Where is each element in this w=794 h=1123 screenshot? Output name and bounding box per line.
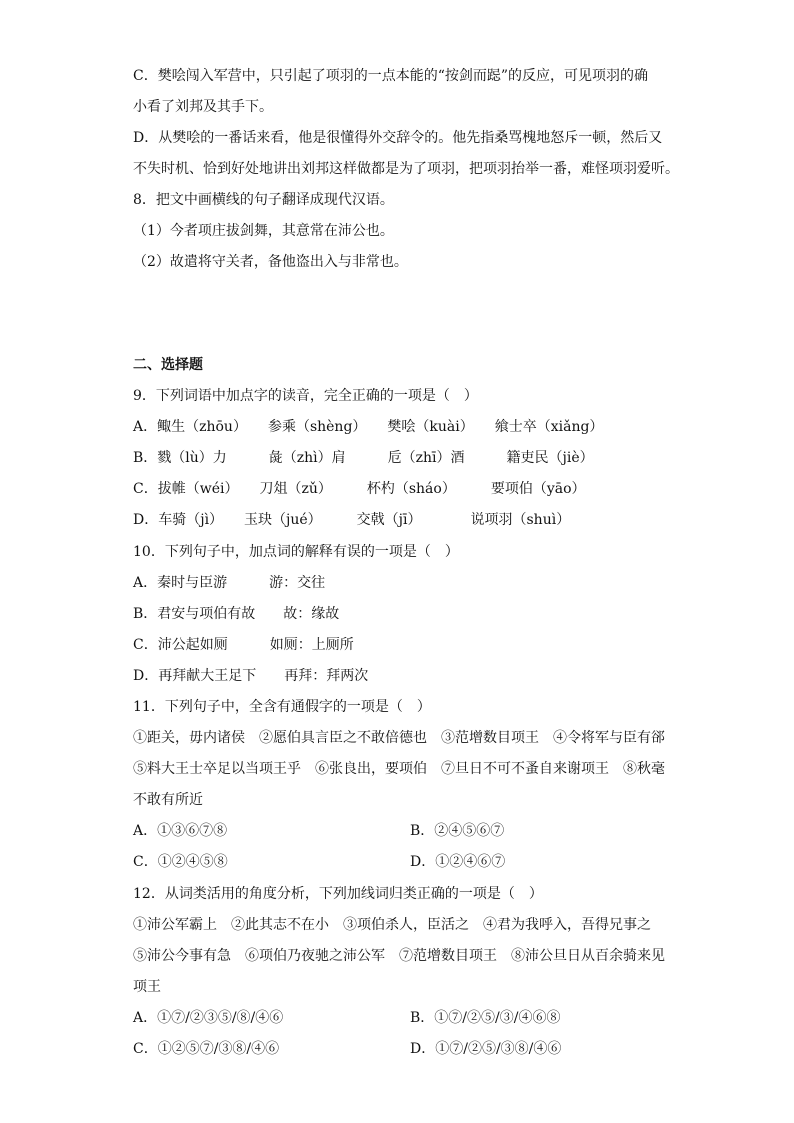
- q10-option-d: D．再拜献大王足下 再拜：拜两次: [133, 668, 369, 684]
- q12-stem: 12．从词类活用的角度分析，下列加线词归类正确的一项是（ ）: [133, 886, 543, 902]
- q11-option-a: A．①③⑥⑦⑧: [133, 823, 228, 839]
- q11-option-d: D．①②④⑥⑦: [410, 854, 506, 870]
- q12-items-line2: ⑤沛公今事有急 ⑥项伯乃夜驰之沛公军 ⑦范增数目项王 ⑧沛公旦日从百余骑来见: [133, 948, 665, 964]
- q12-option-c: C．①②⑤⑦/③⑧/④⑥: [133, 1041, 280, 1057]
- q8-stem: 8．把文中画横线的句子翻译成现代汉语。: [133, 192, 394, 208]
- q8-sentence-1: （1）今者项庄拔剑舞，其意常在沛公也。: [133, 223, 394, 239]
- q10-option-a: A．秦时与臣游 游：交往: [133, 575, 326, 591]
- q12-items-line3: 项王: [133, 979, 161, 995]
- q11-items-line2: ⑤料大王士卒足以当项王乎 ⑥张良出，要项伯 ⑦旦日不可不蚤自来谢项王 ⑧秋毫: [133, 761, 665, 777]
- q9-stem: 9．下列词语中加点字的读音，完全正确的一项是（ ）: [133, 388, 478, 404]
- q10-option-b: B．君安与项伯有故 故：缘故: [133, 606, 340, 622]
- q7-option-d-line2: 不失时机、恰到好处地讲出刘邦这样做都是为了项羽，把项羽抬举一番，难怪项羽爱听。: [133, 161, 679, 177]
- q8-sentence-2: （2）故遣将守关者，备他盗出入与非常也。: [133, 254, 408, 270]
- q9-option-c: C．拔帷（wéi） 刀俎（zǔ） 杯杓（sháo） 要项伯（yāo）: [133, 481, 586, 497]
- q9-option-b: B．戮（lù）力 彘（zhì）肩 卮（zhī）酒 籍吏民（jiè）: [133, 450, 594, 466]
- q10-stem: 10．下列句子中，加点词的解释有误的一项是（ ）: [133, 544, 459, 560]
- q11-option-b: B．②④⑤⑥⑦: [410, 823, 505, 839]
- q11-items-line3: 不敢有所近: [133, 792, 203, 808]
- q11-stem: 11．下列句子中，全含有通假字的一项是（ ）: [133, 699, 431, 715]
- q11-option-c: C．①②④⑤⑧: [133, 854, 228, 870]
- q12-items-line1: ①沛公军霸上 ②此其志不在小 ③项伯杀人，臣活之 ④君为我呼入，吾得兄事之: [133, 917, 651, 933]
- q12-option-d: D．①⑦/②⑤/③⑧/④⑥: [410, 1041, 562, 1057]
- q10-option-c: C．沛公起如厕 如厕：上厕所: [133, 637, 354, 653]
- q12-option-a: A．①⑦/②③⑤/⑧/④⑥: [133, 1010, 284, 1026]
- q11-items-line1: ①距关，毋内诸侯 ②愿伯具言臣之不敢倍德也 ③范增数目项王 ④令将军与臣有郤: [133, 730, 665, 746]
- section-title: 二、选择题: [133, 357, 203, 373]
- q9-option-d: D．车骑（jì） 玉玦（jué） 交戟（jī） 说项羽（shuì）: [133, 512, 571, 528]
- q7-option-d-line1: D．从樊哙的一番话来看，他是很懂得外交辞令的。他先指桑骂槐地怒斥一顿，然后又: [133, 130, 663, 146]
- q7-option-c-line1: C．樊哙闯入军营中，只引起了项羽的一点本能的“按剑而跽”的反应，可见项羽的确: [133, 68, 649, 84]
- q9-option-a: A．鲰生（zhōu） 参乘（shèng） 樊哙（kuài） 飨士卒（xiǎng）: [133, 419, 604, 435]
- q7-option-c-line2: 小看了刘邦及其手下。: [133, 99, 273, 115]
- q12-option-b: B．①⑦/②⑤/③/④⑥⑧: [410, 1010, 561, 1026]
